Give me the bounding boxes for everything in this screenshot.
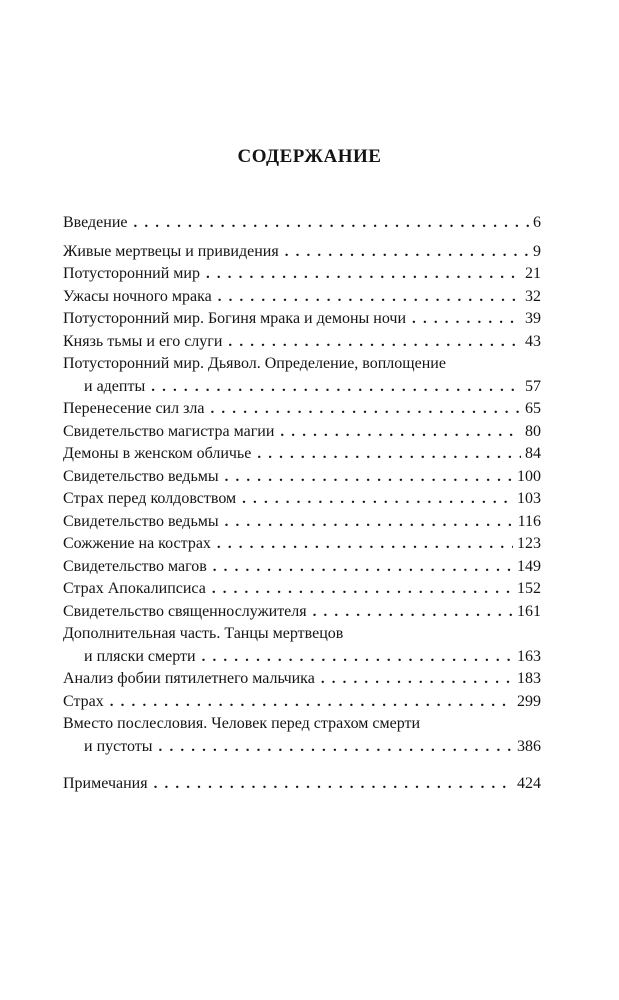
toc-page-number: 57 bbox=[525, 377, 541, 395]
dot-leader bbox=[110, 691, 513, 714]
toc-entry-line bbox=[63, 308, 541, 331]
toc-entry bbox=[63, 241, 541, 264]
toc-page-number: 21 bbox=[525, 265, 541, 282]
dot-leader bbox=[202, 646, 513, 669]
toc-entry bbox=[63, 398, 541, 421]
toc-entry-title: Перенесение сил зла bbox=[63, 400, 205, 417]
toc-entry-line bbox=[63, 212, 541, 235]
toc-entry bbox=[63, 773, 541, 796]
toc-entry-line bbox=[63, 533, 541, 556]
toc-entry-title: Князь тьмы и его слуги bbox=[63, 332, 223, 350]
toc-entry-title: Сожжение на кострах bbox=[63, 535, 211, 552]
toc-page-number: 9 bbox=[533, 242, 541, 260]
table-of-contents bbox=[63, 212, 541, 796]
toc-entry-line bbox=[63, 623, 541, 646]
toc-entry-title: Свидетельство священнослужителя bbox=[63, 602, 307, 620]
toc-entry-title: Страх bbox=[63, 692, 104, 710]
toc-page-number: 163 bbox=[517, 647, 541, 665]
toc-entry-line bbox=[63, 601, 541, 624]
toc-entry bbox=[63, 578, 541, 601]
toc-page-number: 65 bbox=[525, 400, 541, 417]
toc-entry bbox=[63, 533, 541, 556]
toc-entry-line bbox=[63, 263, 541, 286]
dot-leader bbox=[206, 263, 521, 286]
toc-entry-title: Ужасы ночного мрака bbox=[63, 287, 212, 305]
dot-leader bbox=[217, 533, 513, 556]
toc-entry-title: Демоны в женском обличье bbox=[63, 445, 252, 462]
dot-leader bbox=[242, 488, 513, 511]
dot-leader bbox=[218, 286, 521, 309]
toc-entry bbox=[63, 286, 541, 309]
dot-leader bbox=[225, 511, 514, 534]
toc-entry-title: Потусторонний мир. Богиня мрака и демоны ночи bbox=[63, 310, 407, 327]
toc-entry-line bbox=[63, 466, 541, 489]
toc-entry-title: Страх Апокалипсиса bbox=[63, 580, 206, 597]
dot-leader bbox=[412, 308, 521, 331]
toc-page-number: 424 bbox=[517, 775, 541, 792]
toc-entry-line bbox=[63, 511, 541, 534]
dot-leader bbox=[225, 466, 513, 489]
dot-leader bbox=[321, 668, 513, 691]
toc-page-number: 43 bbox=[525, 332, 541, 350]
toc-entry-title: Потусторонний мир bbox=[63, 265, 200, 282]
toc-entry-line bbox=[63, 736, 541, 759]
dot-leader bbox=[257, 443, 521, 466]
toc-entry bbox=[63, 263, 541, 286]
toc-entry bbox=[63, 556, 541, 579]
toc-page-number: 39 bbox=[525, 310, 541, 327]
dot-leader bbox=[154, 773, 513, 796]
toc-page-number: 183 bbox=[517, 670, 541, 687]
toc-page-number: 386 bbox=[517, 737, 541, 755]
toc-page-number: 116 bbox=[517, 512, 541, 530]
toc-entry bbox=[63, 691, 541, 714]
toc-entry bbox=[63, 212, 541, 235]
toc-entry bbox=[63, 421, 541, 444]
toc-entry bbox=[63, 668, 541, 691]
toc-entry-title: Свидетельство ведьмы bbox=[63, 467, 219, 485]
toc-entry-line bbox=[63, 646, 541, 669]
toc-entry-line bbox=[63, 353, 541, 376]
toc-entry-line bbox=[63, 488, 541, 511]
toc-entry-line bbox=[63, 286, 541, 309]
toc-entry-title: Анализ фобии пятилетнего мальчика bbox=[63, 670, 315, 687]
dot-leader bbox=[212, 578, 513, 601]
toc-entry-line bbox=[63, 556, 541, 579]
dot-leader bbox=[151, 376, 521, 399]
toc-page-number: 100 bbox=[517, 467, 541, 485]
toc-page-number: 149 bbox=[517, 557, 541, 575]
toc-entry bbox=[63, 623, 541, 668]
toc-entry-title: и адепты bbox=[84, 377, 146, 395]
toc-entry-line bbox=[63, 691, 541, 714]
toc-page-number: 84 bbox=[525, 445, 541, 462]
toc-entry-title: и пустоты bbox=[84, 737, 153, 755]
toc-page-number: 6 bbox=[533, 214, 541, 231]
toc-page-number: 299 bbox=[517, 692, 541, 710]
toc-entry-line bbox=[63, 668, 541, 691]
dot-leader bbox=[211, 398, 522, 421]
toc-entry-title: Страх перед колдовством bbox=[63, 490, 237, 507]
toc-entry bbox=[63, 353, 541, 398]
toc-entry-title: и пляски смерти bbox=[84, 647, 196, 665]
dot-leader bbox=[285, 241, 529, 264]
toc-page-number: 80 bbox=[525, 422, 541, 440]
toc-entry-line bbox=[63, 713, 541, 736]
toc-entry bbox=[63, 466, 541, 489]
page-title: СОДЕРЖАНИЕ bbox=[237, 146, 382, 167]
toc-entry-line bbox=[63, 241, 541, 264]
toc-entry-line bbox=[63, 421, 541, 444]
toc-entry bbox=[63, 308, 541, 331]
toc-entry-line bbox=[63, 376, 541, 399]
dot-leader bbox=[134, 212, 530, 235]
toc-entry-title: Свидетельство ведьмы bbox=[63, 512, 219, 530]
toc-entry bbox=[63, 443, 541, 466]
toc-page-number: 103 bbox=[517, 490, 541, 507]
toc-entry bbox=[63, 511, 541, 534]
toc-entry-title: Потусторонний мир. Дьявол. Определение, воплощение bbox=[63, 355, 446, 372]
toc-entry-line bbox=[63, 398, 541, 421]
toc-entry-line bbox=[63, 331, 541, 354]
toc-entry-line bbox=[63, 578, 541, 601]
dot-leader bbox=[159, 736, 513, 759]
toc-entry-title: Свидетельство магов bbox=[63, 557, 207, 575]
toc-entry-title: Свидетельство магистра магии bbox=[63, 422, 275, 440]
dot-leader bbox=[280, 421, 521, 444]
toc-entry-title: Дополнительная часть. Танцы мертвецов bbox=[63, 625, 344, 642]
dot-leader bbox=[213, 556, 513, 579]
toc-entry bbox=[63, 601, 541, 624]
toc-page-number: 32 bbox=[525, 287, 541, 305]
toc-entry-title: Вместо послесловия. Человек перед страхом смерти bbox=[63, 715, 421, 732]
dot-leader bbox=[313, 601, 513, 624]
toc-entry-line bbox=[63, 773, 541, 796]
toc-page-number: 152 bbox=[517, 580, 541, 597]
toc-entry-line bbox=[63, 443, 541, 466]
toc-entry-title: Примечания bbox=[63, 775, 148, 792]
toc-entry bbox=[63, 713, 541, 758]
toc-entry-title: Введение bbox=[63, 214, 128, 231]
toc-page-number: 161 bbox=[517, 602, 541, 620]
toc-page-number: 123 bbox=[517, 535, 541, 552]
toc-entry-title: Живые мертвецы и привидения bbox=[63, 242, 279, 260]
toc-entry bbox=[63, 331, 541, 354]
dot-leader bbox=[228, 331, 521, 354]
toc-entry bbox=[63, 488, 541, 511]
